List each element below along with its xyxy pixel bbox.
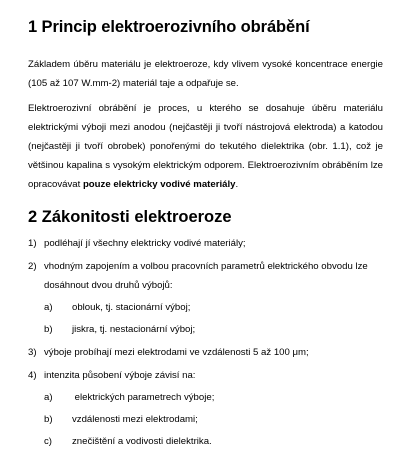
document-page: [28, 16, 383, 455]
laws-list: [28, 234, 383, 451]
list-item-text: vhodným zapojením a volbou pracovních parametrů elektrického obvodu lze dosáhnout dvou druhů výbojů:: [44, 261, 368, 291]
paragraph-2-bold-text: pouze elektricky vodivé materiály: [82, 179, 236, 190]
sub-list-item: [44, 320, 383, 339]
section-1-paragraph-2: [28, 99, 383, 194]
sub-list-item: [44, 410, 383, 429]
sub-list-item-text: oblouk, tj. stacionární výboj;: [72, 302, 191, 313]
sub-list-item-letter: a): [44, 302, 53, 313]
sub-list-item-text: elektrických parametrech výboje;: [72, 392, 215, 403]
list-item: [28, 234, 383, 253]
sub-list: [44, 388, 383, 451]
sub-list-item-letter: c): [44, 436, 52, 447]
sub-list-item-letter: a): [44, 392, 53, 403]
list-item: [28, 257, 383, 339]
list-item: [28, 366, 383, 451]
sub-list-item-text: vzdálenosti mezi elektrodami;: [72, 414, 198, 425]
list-item-text: intenzita působení výboje závisí na:: [44, 370, 196, 381]
sub-list-item-text: znečištění a vodivosti dielektrika.: [72, 436, 212, 447]
paragraph-2-text: Elektroerozivní obrábění je proces, u kterého se dosahuje úběru materiálu elektrickými výboji mezi anodou (nejčastěji ji tvoří nástrojová elektroda) a katodou (nejčastěji ji tvoří obrobek) ponořenými do tekutého dielektrika (obr. 1.1), což je většinou kapalina s vysokým elektrickým odporem. Elektroerozivním obráběním lze opracovávat: [28, 103, 383, 190]
list-item: [28, 343, 383, 362]
sub-list-item-letter: b): [44, 414, 53, 425]
sub-list-item-text: jiskra, tj. nestacionární výboj;: [72, 324, 196, 335]
section-1-paragraph-1: Základem úběru materiálu je elektroeroze, kdy vlivem vysoké koncentrace energie (105 až 107 W.mm-2) materiál taje a odpařuje se.: [28, 59, 383, 89]
list-item-number: 2): [28, 261, 37, 272]
list-item-text: podléhají jí všechny elektricky vodivé materiály;: [44, 238, 246, 249]
list-item-text: výboje probíhají mezi elektrodami ve vzdálenosti 5 až 100 μm;: [44, 347, 309, 358]
sub-list: [44, 298, 383, 339]
sub-list-item: [44, 388, 383, 407]
paragraph-2-end: .: [235, 179, 239, 190]
list-item-number: 3): [28, 347, 37, 358]
list-item-number: 4): [28, 370, 37, 381]
sub-list-item: [44, 432, 383, 451]
sub-list-item: [44, 298, 383, 317]
list-item-number: 1): [28, 238, 37, 249]
section-2-heading: 2 Zákonitosti elektroeroze: [28, 208, 232, 226]
section-1-heading: 1 Princip elektroerozivního obrábění: [28, 18, 310, 36]
sub-list-item-letter: b): [44, 324, 53, 335]
